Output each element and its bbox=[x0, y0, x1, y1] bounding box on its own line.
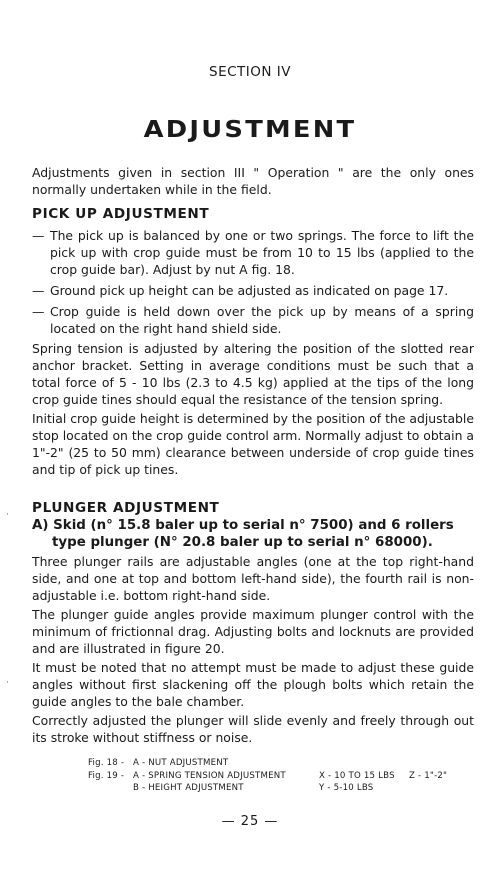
plunger-heading: PLUNGER ADJUSTMENT bbox=[32, 500, 220, 516]
bullet-text: Ground pick up height can be adjusted as indicated on page 17. bbox=[50, 283, 449, 298]
pickup-section bbox=[32, 206, 474, 478]
pickup-bullet bbox=[32, 227, 474, 278]
plunger-paragraph: It must be noted that no attempt must be made to adjust these guide angles without first slackening off the plough bolts which retain the guide angles to the bale chamber. bbox=[32, 660, 474, 709]
figure-caption: A - NUT ADJUSTMENT bbox=[133, 758, 229, 768]
figure-note-row bbox=[88, 757, 488, 770]
page-number: — 25 — bbox=[221, 814, 279, 829]
dash-marker: — bbox=[32, 304, 45, 319]
figure-note-row bbox=[88, 782, 488, 795]
intro-text: Adjustments given in section III " Operation " are the only ones normally undertaken while in the field. bbox=[32, 165, 474, 197]
pickup-bullet bbox=[32, 282, 474, 299]
plunger-paragraph: The plunger guide angles provide maximum plunger control with the minimum of frictionnal drag. Adjusting bolts and locknuts are provided and are illustrated in figure 20. bbox=[32, 607, 474, 656]
figure-value: Z - 1"-2" bbox=[409, 770, 448, 781]
subheading-line: type plunger (N° 20.8 baler up to serial n° 68000). bbox=[52, 535, 433, 550]
figure-ref: Fig. 19 - bbox=[88, 770, 125, 781]
section-label: SECTION IV bbox=[209, 64, 291, 80]
figure-ref: Fig. 18 - bbox=[88, 758, 125, 768]
margin-mark: · bbox=[6, 510, 9, 520]
margin-mark: · bbox=[6, 678, 9, 688]
subheading-line: A) Skid (n° 15.8 baler up to serial n° 7500) and 6 rollers bbox=[32, 518, 454, 533]
pickup-paragraph: Initial crop guide height is determined by the position of the adjustable stop located on the crop guide control arm. Normally adjust to obtain a 1"-2" (25 to 50 mm) clearance between underside of crop guide tines and tip of pick up tines. bbox=[32, 411, 474, 477]
dash-marker: — bbox=[32, 228, 45, 243]
figure-notes bbox=[88, 757, 488, 795]
plunger-subheading bbox=[32, 517, 474, 551]
pickup-paragraph: Spring tension is adjusted by altering the position of the slotted rear anchor bracket. Setting in average conditions must be such that a total force of 5 - 10 lbs (2.3 to 4.5 kg) applied at the tips of the long crop guide tines should equal the resistance of the tension spring. bbox=[32, 341, 474, 407]
figure-caption: A - SPRING TENSION ADJUSTMENT bbox=[133, 770, 286, 781]
page-title: ADJUSTMENT bbox=[143, 117, 357, 143]
dash-marker: — bbox=[32, 283, 45, 298]
plunger-paragraph: Three plunger rails are adjustable angles (one at the top right-hand side, and one at top and bottom left-hand side), the fourth rail is non-adjustable i.e. bottom right-hand side. bbox=[32, 554, 474, 603]
figure-value: X - 10 TO 15 LBS bbox=[319, 770, 395, 781]
bullet-text: Crop guide is held down over the pick up by means of a spring located on the right hand shield side. bbox=[50, 304, 474, 336]
intro-paragraph bbox=[32, 164, 474, 198]
plunger-paragraph: Correctly adjusted the plunger will slide evenly and freely through out its stroke without stiffness or noise. bbox=[32, 713, 474, 745]
figure-value: Y - 5-10 LBS bbox=[319, 783, 374, 793]
bullet-text: The pick up is balanced by one or two springs. The force to lift the pick up with crop guide must be from 10 to 15 lbs (applied to the crop guide bar). Adjust by nut A fig. 18. bbox=[50, 228, 474, 277]
figure-note-row bbox=[88, 770, 488, 783]
figure-caption: B - HEIGHT ADJUSTMENT bbox=[133, 783, 244, 793]
figure-ref bbox=[88, 782, 133, 795]
figure-value bbox=[319, 757, 409, 770]
pickup-heading: PICK UP ADJUSTMENT bbox=[32, 206, 210, 222]
pickup-bullet bbox=[32, 303, 474, 337]
plunger-section bbox=[32, 500, 474, 746]
